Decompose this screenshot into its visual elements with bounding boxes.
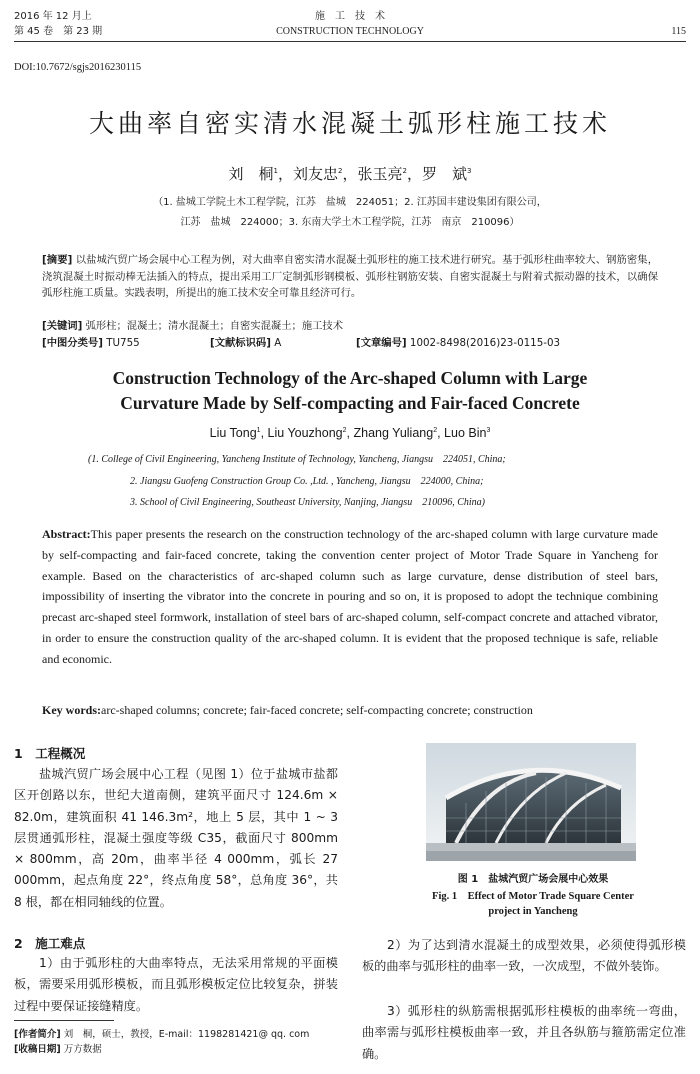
figure-1-caption-cn: 图 1 盐城汽贸广场会展中心效果	[457, 874, 609, 885]
section-1-paragraph: 盐城汽贸广场会展中心工程（见图 1）位于盐城市盐都区开创路以东，世纪大道南侧，建筑平面尺寸 124.6m × 82.0m，建筑面积 41 146.3m²，地上 5 层，其中 1 ~ 3 层贯通弧形柱，混凝土强度等级 C35，截面尺寸 800mm × 800mm，高 20m，曲率半径 4 000mm，弧长 27 000mm，起点角度 22°，终点角度 58°，总角度 36°，共 8 根，都在相同轴线的位置。	[14, 767, 338, 909]
section-2-item-3: 3）弧形柱的纵筋需根据弧形柱模板的曲率统一弯曲，曲率需与弧形柱模板曲率一致，并且各纵筋与箍筋需定位准确。	[362, 1004, 686, 1061]
section-1-heading: 1 工程概况	[14, 746, 86, 761]
author-en-3: Zhang Yuliang$^2$	[353, 426, 438, 440]
affiliation-en-1: (1. College of Civil Engineering, Yancheng Institute of Technology, Yancheng, Jiangsu 224051, China;	[88, 454, 506, 465]
authors-en: Liu Tong$^1$, Liu Youzhong$^2$, Zhang Yuliang$^2$, Luo Bin$^3$	[209, 426, 491, 440]
header-date: 2016 年 12 月上	[14, 11, 92, 22]
footnote-received: [收稿日期] 万方数据	[14, 1044, 102, 1055]
section-2-item-1: 1）由于弧形柱的大曲率特点，无法采用常规的平面模板，需要采用弧形模板，而且弧形模板定位比较复杂，拼装过程中要保证接缝精度。	[14, 956, 338, 1013]
footnote-rule	[14, 1020, 114, 1021]
page-number: 115	[671, 26, 686, 37]
keywords-en: Key words:arc-shaped columns; concrete; fair-faced concrete; self-compacting concrete; construction	[42, 703, 533, 717]
author-en-2: Liu Youzhong$^2$	[267, 426, 347, 440]
author-cn-1: 刘 桐$^1$	[228, 165, 278, 183]
authors-cn: 刘 桐$^1$，刘友忠$^2$，张玉亮$^2$，罗 斌$^3$	[228, 165, 472, 183]
affiliation-cn-1: （1. 盐城工学院土木工程学院，江苏 盐城 224051；2. 江苏国丰建设集团有限公司，	[153, 197, 547, 208]
abstract-cn: [摘要] 以盐城汽贸广场会展中心工程为例，对大曲率自密实清水混凝土弧形柱的施工技术进行研究。基于弧形柱曲率较大、钢筋密集，浇筑混凝土时振动棒无法插入的特点，提出采用工厂定制弧形钢模板、弧形柱钢筋安装、自密实混凝土与附着式振动器的技术，以确保弧形柱施工质量。实践表明，所提出的施工技术安全可靠且经济可行。	[42, 254, 659, 299]
keywords-cn: [关键词] 弧形柱；混凝土；清水混凝土；自密实混凝土；施工技术	[42, 320, 344, 332]
header-journal-cn: 施 工 技 术	[315, 11, 385, 22]
author-cn-4: 罗 斌$^3$	[422, 165, 472, 183]
document-code: [文献标识码] A	[210, 337, 282, 349]
doi: DOI:10.7672/sgjs2016230115	[14, 62, 142, 73]
affiliation-en-3: 3. School of Civil Engineering, Southeast University, Nanjing, Jiangsu 210096, China)	[130, 497, 485, 508]
affiliation-en-2: 2. Jiangsu Guofeng Construction Group Co. ,Ltd. , Yancheng, Jiangsu 224000, China;	[130, 476, 484, 487]
author-en-1: Liu Tong$^1$	[209, 426, 261, 440]
section-2-item-2: 2）为了达到清水混凝土的成型效果，必须使得弧形模板的曲率与弧形柱的曲率一致，一次成型，不做外装饰。	[362, 938, 686, 974]
author-en-4: Luo Bin$^3$	[444, 426, 491, 440]
convention-center-rendering	[426, 743, 636, 861]
article-number: [文章编号] 1002-8498(2016)23-0115-03	[356, 337, 561, 349]
author-cn-2: 刘友忠$^2$	[293, 165, 343, 183]
author-cn-3: 张玉亮$^2$	[357, 165, 407, 183]
header-volume: 第 45 卷 第 23 期	[14, 26, 103, 37]
header-rule	[14, 41, 686, 42]
clc-code: [中图分类号] TU755	[42, 337, 140, 349]
header-journal-en: CONSTRUCTION TECHNOLOGY	[276, 26, 424, 37]
abstract-en: Abstract:This paper presents the research on the construction technology of the arc-shaped column with large curvature made by self-compacting and fair-faced concrete, taking the convention center project of Motor Trade Square in Yancheng for example. Based on the characteristics of arc-shaped column such as large curvature, dense distribution of steel bars, impossibility of inserting the vibrator into the concrete in pouring and so on, it is proposed to adopt the technique combining precast arc-shaped steel formwork, installation of steel bars of arc-shaped column, self-compact concrete and attached vibrator, in order to ensure the construction quality of the arc-shaped column. It is evident that the proposed technique is safe, reliable and economic.	[42, 527, 658, 666]
figure-1-caption-en-2: project in Yancheng	[488, 906, 578, 917]
affiliation-cn-2: 江苏 盐城 224000；3. 东南大学土木工程学院，江苏 南京 210096）	[180, 217, 520, 228]
figure-1-photo	[426, 743, 636, 861]
section-2-heading: 2 施工难点	[14, 936, 86, 951]
figure-1-caption-en-1: Fig. 1 Effect of Motor Trade Square Center	[432, 891, 634, 902]
title-en: Construction Technology of the Arc-shaped Column with Large Curvature Made by Self-compacting and Fair-faced Concrete	[112, 368, 588, 413]
title-cn: 大曲率自密实清水混凝土弧形柱施工技术	[88, 109, 611, 138]
footnote-author: [作者简介] 刘 桐，硕士，教授，E-mail：1198281421@ qq. com	[14, 1029, 310, 1040]
